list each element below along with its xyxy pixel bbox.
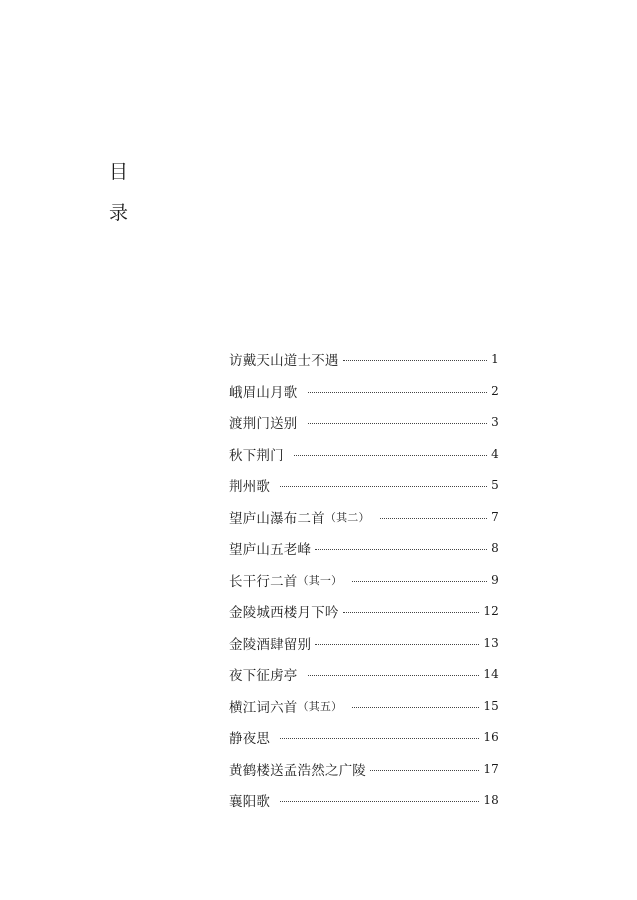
toc-entry-page-number: 3 — [491, 415, 499, 429]
toc-entry-title: 横江词六首 — [229, 699, 298, 716]
toc-entry-title: 望庐山五老峰 — [229, 542, 312, 558]
toc-dot-leader — [352, 580, 487, 582]
toc-entry[interactable] — [229, 695, 499, 717]
toc-dot-leader — [343, 359, 487, 361]
toc-entry[interactable] — [229, 348, 499, 370]
toc-dot-leader — [308, 422, 488, 424]
toc-entry-page-number: 5 — [491, 478, 499, 492]
toc-dot-leader — [308, 674, 480, 676]
toc-entry-title: 峨眉山月歌 — [229, 384, 298, 401]
toc-dot-leader — [370, 769, 479, 771]
toc-dot-leader — [380, 517, 487, 519]
toc-dot-leader — [294, 454, 487, 456]
toc-entry-title: 静夜思 — [229, 731, 271, 747]
toc-entry-title: 渡荆门送别 — [229, 416, 298, 432]
toc-entry-page-number: 13 — [483, 635, 499, 650]
toc-entry-title: 望庐山瀑布二首 — [229, 510, 325, 527]
toc-entry-title: 荆州歌 — [229, 479, 271, 495]
toc-entry-title: 襄阳歌 — [229, 794, 271, 810]
toc-entry-page-number: 17 — [483, 761, 499, 776]
toc-entry[interactable] — [229, 474, 499, 496]
toc-entry[interactable] — [229, 537, 499, 559]
toc-entry[interactable] — [229, 443, 499, 465]
toc-entry-page-number: 14 — [483, 667, 499, 681]
toc-entry[interactable] — [229, 600, 499, 622]
toc-entry-page-number: 16 — [483, 730, 499, 744]
toc-entry[interactable] — [229, 632, 499, 654]
toc-entry-page-number: 7 — [491, 509, 499, 524]
toc-entry-page-number: 8 — [491, 541, 499, 555]
toc-dot-leader — [352, 706, 479, 708]
toc-dot-leader — [343, 611, 480, 613]
toc-heading-char-2: 录 — [109, 202, 129, 224]
toc-entry-page-number: 12 — [483, 604, 499, 618]
toc-entry[interactable] — [229, 758, 499, 780]
toc-entry[interactable] — [229, 506, 499, 528]
toc-entry-title: 长干行二首 — [229, 573, 298, 590]
toc-entry[interactable] — [229, 569, 499, 591]
toc-dot-leader — [280, 485, 487, 487]
toc-entry[interactable] — [229, 663, 499, 685]
toc-entry-title: 金陵酒肆留别 — [229, 636, 312, 653]
toc-entry-page-number: 1 — [491, 352, 499, 366]
toc-entry-title: 黄鹤楼送孟浩然之广陵 — [229, 762, 366, 779]
toc-entry-title: 夜下征虏亭 — [229, 668, 298, 684]
toc-dot-leader — [315, 643, 479, 645]
toc-entry-title: 金陵城西楼月下吟 — [229, 605, 339, 621]
toc-entry[interactable] — [229, 380, 499, 402]
toc-entry[interactable] — [229, 789, 499, 811]
toc-entry[interactable] — [229, 411, 499, 433]
toc-dot-leader — [315, 548, 487, 550]
toc-entry-page-number: 4 — [491, 446, 499, 461]
toc-entry-note: （其二） — [324, 510, 370, 524]
toc-entry-title: 秋下荆门 — [229, 447, 284, 464]
toc-dot-leader — [308, 391, 488, 393]
toc-entry-page-number: 2 — [491, 383, 499, 398]
toc-heading-char-1: 目 — [109, 161, 129, 183]
toc-dot-leader — [280, 737, 479, 739]
toc-entry-page-number: 15 — [483, 698, 499, 713]
toc-entry-note: （其五） — [297, 699, 343, 713]
toc-dot-leader — [280, 800, 479, 802]
toc-entry-note: （其一） — [297, 573, 343, 587]
toc-entry-page-number: 18 — [483, 793, 499, 807]
toc-entry-page-number: 9 — [491, 572, 499, 587]
toc-entry-title: 访戴天山道士不遇 — [229, 353, 339, 369]
toc-entry[interactable] — [229, 726, 499, 748]
